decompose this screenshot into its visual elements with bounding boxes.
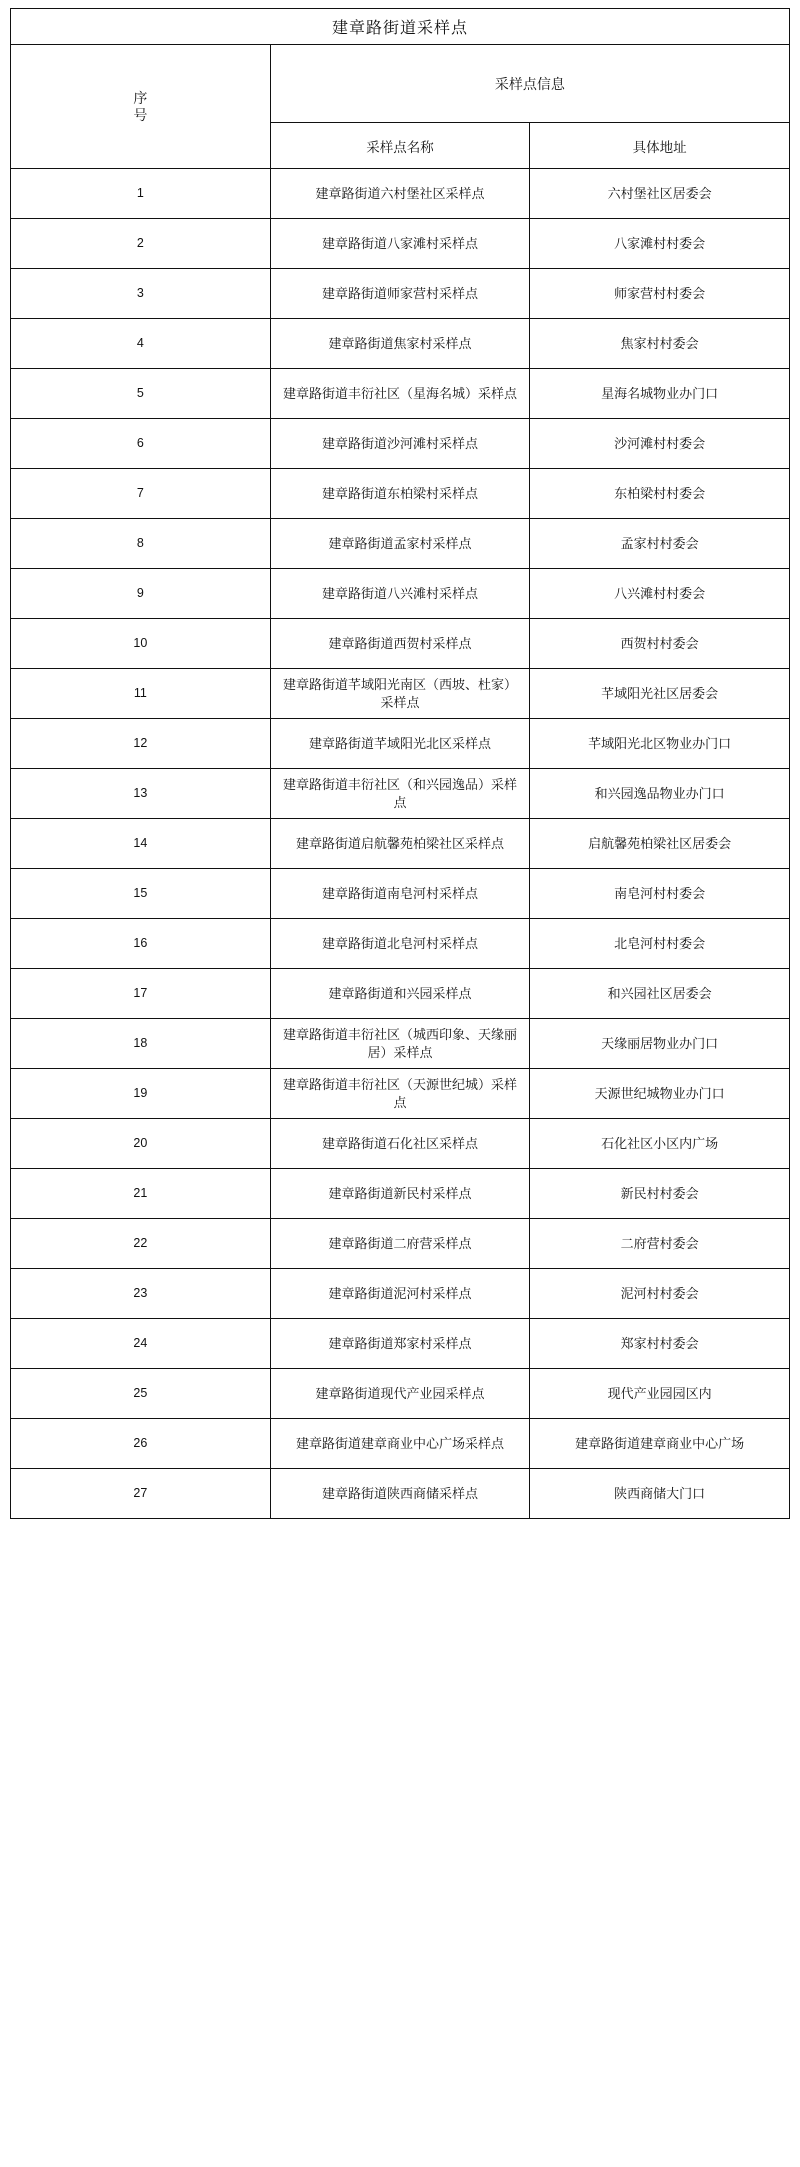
row-address: 芊域阳光社区居委会 [530, 669, 790, 719]
column-header-address: 具体地址 [530, 123, 790, 169]
table-body [11, 169, 790, 1519]
row-index: 12 [11, 719, 271, 769]
row-address: 天源世纪城物业办门口 [530, 1069, 790, 1119]
row-address: 师家营村村委会 [530, 269, 790, 319]
row-index: 4 [11, 319, 271, 369]
row-address: 孟家村村委会 [530, 519, 790, 569]
row-name: 建章路街道八兴滩村采样点 [270, 569, 530, 619]
row-address: 现代产业园园区内 [530, 1369, 790, 1419]
row-address: 陕西商储大门口 [530, 1469, 790, 1519]
table-row [11, 1169, 790, 1219]
row-index: 24 [11, 1319, 271, 1369]
table-row [11, 919, 790, 969]
row-address: 泥河村村委会 [530, 1269, 790, 1319]
table-row [11, 519, 790, 569]
row-address: 八兴滩村村委会 [530, 569, 790, 619]
row-index: 22 [11, 1219, 271, 1269]
row-name: 建章路街道陕西商储采样点 [270, 1469, 530, 1519]
row-name: 建章路街道孟家村采样点 [270, 519, 530, 569]
row-address: 六村堡社区居委会 [530, 169, 790, 219]
row-name: 建章路街道芊域阳光南区（西坡、杜家）采样点 [270, 669, 530, 719]
column-header-name: 采样点名称 [270, 123, 530, 169]
row-name: 建章路街道沙河滩村采样点 [270, 419, 530, 469]
table-row [11, 569, 790, 619]
row-address: 和兴园社区居委会 [530, 969, 790, 1019]
table-row [11, 869, 790, 919]
row-index: 20 [11, 1119, 271, 1169]
row-name: 建章路街道南皂河村采样点 [270, 869, 530, 919]
row-index: 27 [11, 1469, 271, 1519]
table-row [11, 269, 790, 319]
row-index: 7 [11, 469, 271, 519]
row-address: 和兴园逸品物业办门口 [530, 769, 790, 819]
row-name: 建章路街道和兴园采样点 [270, 969, 530, 1019]
row-address: 建章路街道建章商业中心广场 [530, 1419, 790, 1469]
row-name: 建章路街道北皂河村采样点 [270, 919, 530, 969]
row-address: 天缘丽居物业办门口 [530, 1019, 790, 1069]
row-name: 建章路街道启航馨苑柏梁社区采样点 [270, 819, 530, 869]
row-name: 建章路街道丰衍社区（天源世纪城）采样点 [270, 1069, 530, 1119]
index-char-1: 序 [133, 90, 148, 107]
table-row [11, 319, 790, 369]
row-index: 13 [11, 769, 271, 819]
row-name: 建章路街道石化社区采样点 [270, 1119, 530, 1169]
table-row [11, 619, 790, 669]
document-title: 建章路街道采样点 [11, 9, 790, 45]
row-name: 建章路街道建章商业中心广场采样点 [270, 1419, 530, 1469]
table-row [11, 819, 790, 869]
row-address: 北皂河村村委会 [530, 919, 790, 969]
row-address: 新民村村委会 [530, 1169, 790, 1219]
row-address: 星海名城物业办门口 [530, 369, 790, 419]
row-name: 建章路街道焦家村采样点 [270, 319, 530, 369]
row-name: 建章路街道西贺村采样点 [270, 619, 530, 669]
row-index: 19 [11, 1069, 271, 1119]
row-index: 2 [11, 219, 271, 269]
row-index: 6 [11, 419, 271, 469]
row-name: 建章路街道二府营采样点 [270, 1219, 530, 1269]
group-header-row [11, 45, 790, 123]
table-row [11, 1069, 790, 1119]
row-name: 建章路街道泥河村采样点 [270, 1269, 530, 1319]
row-index: 10 [11, 619, 271, 669]
row-index: 9 [11, 569, 271, 619]
row-name: 建章路街道现代产业园采样点 [270, 1369, 530, 1419]
row-name: 建章路街道师家营村采样点 [270, 269, 530, 319]
table-row [11, 1319, 790, 1369]
document-title-row [11, 9, 790, 45]
row-name: 建章路街道六村堡社区采样点 [270, 169, 530, 219]
row-index: 11 [11, 669, 271, 719]
table-row [11, 219, 790, 269]
table-row [11, 1369, 790, 1419]
table-row [11, 1469, 790, 1519]
row-name: 建章路街道丰衍社区（星海名城）采样点 [270, 369, 530, 419]
column-header-index [11, 45, 271, 169]
row-address: 南皂河村村委会 [530, 869, 790, 919]
sampling-points-table [10, 8, 790, 1519]
index-char-2: 号 [133, 106, 148, 123]
row-index: 14 [11, 819, 271, 869]
table-row [11, 1019, 790, 1069]
group-header-sampling-info: 采样点信息 [270, 45, 789, 123]
row-index: 1 [11, 169, 271, 219]
row-address: 二府营村委会 [530, 1219, 790, 1269]
row-address: 八家滩村村委会 [530, 219, 790, 269]
row-name: 建章路街道丰衍社区（城西印象、天缘丽居）采样点 [270, 1019, 530, 1069]
row-address: 焦家村村委会 [530, 319, 790, 369]
row-index: 25 [11, 1369, 271, 1419]
row-address: 东柏梁村村委会 [530, 469, 790, 519]
row-address: 西贺村村委会 [530, 619, 790, 669]
row-name: 建章路街道东柏梁村采样点 [270, 469, 530, 519]
table-row [11, 969, 790, 1019]
table-row [11, 719, 790, 769]
table-row [11, 1269, 790, 1319]
table-row [11, 469, 790, 519]
row-index: 26 [11, 1419, 271, 1469]
row-address: 石化社区小区内广场 [530, 1119, 790, 1169]
row-index: 16 [11, 919, 271, 969]
row-index: 23 [11, 1269, 271, 1319]
row-address: 沙河滩村村委会 [530, 419, 790, 469]
table-row [11, 369, 790, 419]
table-row [11, 1119, 790, 1169]
table-row [11, 769, 790, 819]
row-name: 建章路街道丰衍社区（和兴园逸品）采样点 [270, 769, 530, 819]
row-index: 17 [11, 969, 271, 1019]
row-index: 21 [11, 1169, 271, 1219]
row-name: 建章路街道八家滩村采样点 [270, 219, 530, 269]
table-row [11, 669, 790, 719]
row-name: 建章路街道芊域阳光北区采样点 [270, 719, 530, 769]
table-row [11, 419, 790, 469]
row-index: 5 [11, 369, 271, 419]
row-name: 建章路街道郑家村采样点 [270, 1319, 530, 1369]
row-address: 芊域阳光北区物业办门口 [530, 719, 790, 769]
row-index: 15 [11, 869, 271, 919]
row-name: 建章路街道新民村采样点 [270, 1169, 530, 1219]
table-head-section [11, 9, 790, 169]
row-index: 3 [11, 269, 271, 319]
row-index: 8 [11, 519, 271, 569]
row-address: 启航馨苑柏梁社区居委会 [530, 819, 790, 869]
table-row [11, 169, 790, 219]
row-address: 郑家村村委会 [530, 1319, 790, 1369]
row-index: 18 [11, 1019, 271, 1069]
table-row [11, 1219, 790, 1269]
table-row [11, 1419, 790, 1469]
